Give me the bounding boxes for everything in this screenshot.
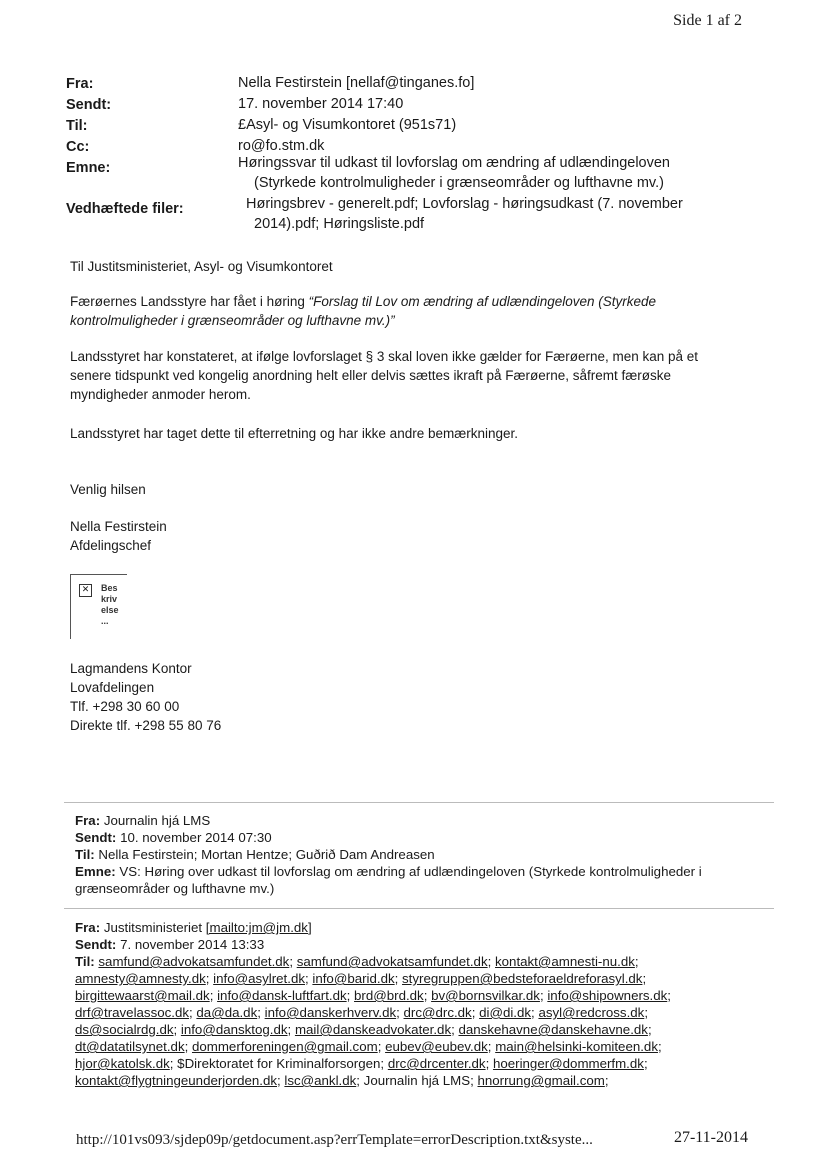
recipient-email-link[interactable]: info@danskerhverv.dk [264,1005,397,1020]
recipient-separator: ; [423,988,432,1003]
recipient-email-link[interactable]: eubev@eubev.dk [385,1039,488,1054]
image-alt-text: Bes kriv else ... [101,583,119,626]
fwd1-subject-line-2: grænseområder og lufthavne mv.) [75,881,275,896]
recipient-line [98,954,638,969]
recipient-separator: ; [667,988,671,1003]
from-value: Nella Festirstein [nellaf@tinganes.fo] [238,75,475,91]
broken-image-icon: ✕ [79,584,92,597]
recipient-separator: ; $Direktoratet for Kriminalforsorgen; [169,1056,388,1071]
attachments-label: Vedhæftede filer: [66,201,184,217]
recipient-email-link[interactable]: hjor@katolsk.dk [75,1056,170,1071]
recipient-separator: ; [642,971,647,986]
recipient-email-link[interactable]: ds@socialrdg.dk [75,1022,174,1037]
recipient-separator: ; [647,1022,652,1037]
recipient-separator: ; [485,1056,493,1071]
sent-value: 17. november 2014 17:40 [238,96,404,112]
recipient-separator: ; [277,1073,285,1088]
recipient-email-link[interactable]: asyl@redcross.dk [538,1005,645,1020]
recipient-separator: ; [634,954,639,969]
recipient-separator: ; [377,1039,386,1054]
recipient-email-link[interactable]: brd@brd.dk [354,988,424,1003]
attachments-line-2: 2014).pdf; Høringsliste.pdf [254,216,425,232]
salutation: Til Justitsministeriet, Asyl- og Visumkontoret [70,259,333,274]
footer-url: http://101vs093/sjdep09p/getdocument.asp?errTemplate=errorDescription.txt&syste... [76,1132,593,1148]
signature-title: Afdelingschef [70,538,152,553]
from-label: Fra: [66,76,94,92]
cc-label: Cc: [66,139,90,155]
recipient-separator: ; [189,1005,197,1020]
recipient-email-link[interactable]: mail@danskeadvokater.dk [294,1022,452,1037]
recipient-separator: ; [451,1022,459,1037]
divider [64,802,774,803]
recipient-separator: ; Journalin hjá LMS; [356,1073,478,1088]
recipient-email-link[interactable]: kontakt@flygtningeunderjorden.dk [75,1073,277,1088]
recipient-separator: ; [394,971,403,986]
recipient-separator: ; [184,1039,192,1054]
recipient-email-link[interactable]: main@helsinki-komiteen.dk [495,1039,658,1054]
recipient-email-link[interactable]: samfund@advokatsamfundet.dk [98,954,290,969]
fwd2-to-line: Til: samfund@advokatsamfundet.dk; samfund@advokatsamfundet.dk; kontakt@amnesti-nu.dk; [75,954,639,969]
recipient-line [75,988,671,1005]
subject-line-2: (Styrkede kontrolmuligheder i grænseområder og lufthavne mv.) [254,175,664,191]
recipient-email-link[interactable]: da@da.dk [196,1005,258,1020]
recipient-email-link[interactable]: hnorrung@gmail.com [477,1073,605,1088]
recipient-email-link[interactable]: drf@travelassoc.dk [75,1005,190,1020]
recipient-separator: ; [471,1005,480,1020]
recipient-email-link[interactable]: samfund@advokatsamfundet.dk [296,954,488,969]
recipient-line [75,1056,648,1073]
sent-label: Sendt: [66,97,112,113]
fwd1-from: Fra: Journalin hjá LMS [75,813,211,828]
fwd2-from: Fra: Justitsministeriet [mailto:jm@jm.dk] [75,920,312,935]
recipient-email-link[interactable]: drc@drc.dk [403,1005,472,1020]
recipient-separator: ; [644,1005,649,1020]
recipient-email-link[interactable]: drc@drcenter.dk [387,1056,486,1071]
recipient-line [75,1039,662,1056]
recipient-email-link[interactable]: birgittewaarst@mail.dk [75,988,210,1003]
recipient-email-link[interactable]: lsc@ankl.dk [284,1073,357,1088]
cc-value: ro@fo.stm.dk [238,138,325,154]
signature-name: Nella Festirstein [70,519,167,534]
recipient-email-link[interactable]: dommerforeningen@gmail.com [191,1039,378,1054]
closing: Venlig hilsen [70,482,146,497]
recipient-email-link[interactable]: info@barid.dk [312,971,395,986]
paragraph-2-line-1: Landsstyret har konstateret, at ifølge lovforslaget § 3 skal loven ikke gælder for Færøerne, men kan på et [70,349,699,364]
recipient-separator: ; [205,971,214,986]
recipient-separator: ; [173,1022,181,1037]
recipient-separator: ; [305,971,313,986]
to-value: £Asyl- og Visumkontoret (951s71) [238,117,457,133]
attachments-line-1: Høringsbrev - generelt.pdf; Lovforslag - høringsudkast (7. november [246,196,683,212]
recipient-email-link[interactable]: hoeringer@dommerfm.dk [492,1056,644,1071]
paragraph-2-line-2: senere tidspunkt ved kongelig anordning helt eller delvis sættes ikraft på Færøerne, såfremt færøske [70,368,672,383]
recipient-email-link[interactable]: di@di.dk [479,1005,532,1020]
recipient-separator: ; [257,1005,265,1020]
recipient-email-link[interactable]: kontakt@amnesti-nu.dk [495,954,635,969]
fwd2-sent: Sendt: 7. november 2014 13:33 [75,937,265,952]
fwd1-to: Til: Nella Festirstein; Mortan Hentze; Guðrið Dam Andreasen [75,847,435,862]
to-label: Til: [66,118,88,134]
fwd1-sent: Sendt: 10. november 2014 07:30 [75,830,272,845]
paragraph-1-start: Færøernes Landsstyre har fået i høring [70,294,309,309]
divider [64,908,774,909]
paragraph-1-quote-1: “Forslag til Lov om ændring af udlændingeloven (Styrkede [308,294,657,309]
recipient-email-link[interactable]: info@dansk-luftfart.dk [217,988,347,1003]
broken-image-placeholder [70,574,127,639]
recipient-separator: ; [289,954,297,969]
footer-date: 27-11-2014 [673,1129,748,1146]
recipient-separator: ; [531,1005,539,1020]
recipient-separator: ; [643,1056,648,1071]
recipient-email-link[interactable]: danskehavne@danskehavne.dk [458,1022,648,1037]
recipient-separator: ; [287,1022,295,1037]
recipient-line [75,1073,609,1090]
recipient-separator: ; [604,1073,609,1088]
paragraph-1-quote-2: kontrolmuligheder i grænseområder og lufthavne mv.)” [70,313,395,328]
subject-line-1: Høringssvar til udkast til lovforslag om ændring af udlændingeloven [238,155,670,171]
recipient-email-link[interactable]: styregruppen@bedsteforaeldreforasyl.dk [402,971,643,986]
page-number: Side 1 af 2 [673,12,742,29]
recipient-line [75,1022,652,1039]
recipient-separator: ; [209,988,218,1003]
recipient-email-link[interactable]: bv@bornsvilkar.dk [431,988,540,1003]
recipient-line [75,1005,648,1022]
recipient-separator: ; [657,1039,662,1054]
recipient-separator: ; [487,1039,496,1054]
recipient-line [75,971,646,988]
recipient-separator: ; [539,988,548,1003]
recipient-email-link[interactable]: amnesty@amnesty.dk [75,971,206,986]
paragraph-3: Landsstyret har taget dette til efterretning og har ikke andre bemærkninger. [70,426,519,441]
paragraph-2-line-3: myndigheder anmoder herom. [70,387,251,402]
phone: Tlf. +298 30 60 00 [70,699,180,714]
office-name: Lagmandens Kontor [70,661,192,676]
paragraph-1-line-1 [70,292,656,311]
recipient-email-link[interactable]: info@shipowners.dk [547,988,668,1003]
recipient-email-link[interactable]: info@asylret.dk [213,971,305,986]
recipient-separator: ; [487,954,495,969]
recipient-separator: ; [396,1005,404,1020]
subject-label: Emne: [66,160,111,176]
mailto-link[interactable]: [mailto:jm@jm.dk] [205,920,312,935]
recipient-separator: ; [346,988,355,1003]
recipient-email-link[interactable]: info@dansktog.dk [180,1022,288,1037]
department-name: Lovafdelingen [70,680,155,695]
fwd1-subject: Emne: VS: Høring over udkast til lovforslag om ændring af udlændingeloven (Styrkede kontrolmuligheder i [75,864,702,879]
direct-phone: Direkte tlf. +298 55 80 76 [70,718,222,733]
recipient-email-link[interactable]: dt@datatilsynet.dk [75,1039,185,1054]
